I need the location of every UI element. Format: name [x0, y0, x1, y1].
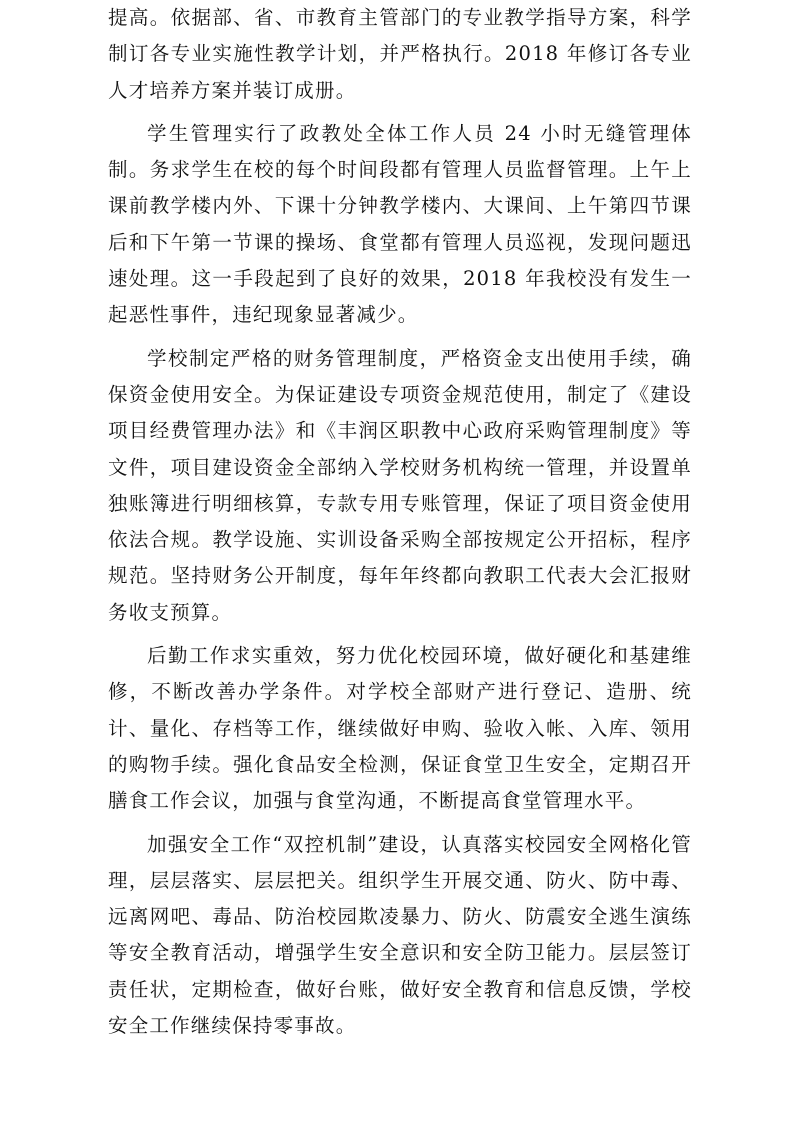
document-page — [108, 0, 692, 1051]
paragraph-financial-management: 学校制定严格的财务管理制度，严格资金支出使用手续，确保资金使用安全。为保证建设专项资金规范使用，制定了《建设项目经费管理办法》和《丰润区职教中心政府采购管理制度》等文件，项目建设资金全部纳入学校财务机构统一管理，并设置单独账簿进行明细核算，专款专用专账管理，保证了项目资金使用依法合规。教学设施、实训设备采购全部按规定公开招标，程序规范。坚持财务公开制度，每年年终都向教职工代表大会汇报财务收支预算。 — [108, 346, 692, 624]
paragraph-safety-work: 加强安全工作“双控机制”建设，认真落实校园安全网格化管理，层层落实、层层把关。组织学生开展交通、防火、防中毒、远离网吧、毒品、防治校园欺凌暴力、防火、防震安全逃生演练等安全教育活动，增强学生安全意识和安全防卫能力。层层签订责任状，定期检查，做好台账，做好安全教育和信息反馈，学校安全工作继续保持零事故。 — [108, 832, 692, 1038]
paragraph-logistics: 后勤工作求实重效，努力优化校园环境，做好硬化和基建维修，不断改善办学条件。对学校全部财产进行登记、造册、统计、量化、存档等工作，继续做好申购、验收入帐、入库、领用的购物手续。强化食品安全检测，保证食堂卫生安全，定期召开膳食工作会议，加强与食堂沟通，不断提高食堂管理水平。 — [108, 644, 692, 813]
paragraph-student-management: 学生管理实行了政教处全体工作人员 24 小时无缝管理体制。务求学生在校的每个时间段都有管理人员监督管理。上午上课前教学楼内外、下课十分钟教学楼内、大课间、上午第四节课后和下午第一节课的操场、食堂都有管理人员巡视，发现问题迅速处理。这一手段起到了良好的效果，2018 年我校没有发生一起恶性事件，违纪现象显著减少。 — [108, 121, 692, 327]
paragraph-teaching-plan-continued: 提高。依据部、省、市教育主管部门的专业教学指导方案，科学制订各专业实施性教学计划，并严格执行。2018 年修订各专业人才培养方案并装订成册。 — [108, 6, 692, 102]
